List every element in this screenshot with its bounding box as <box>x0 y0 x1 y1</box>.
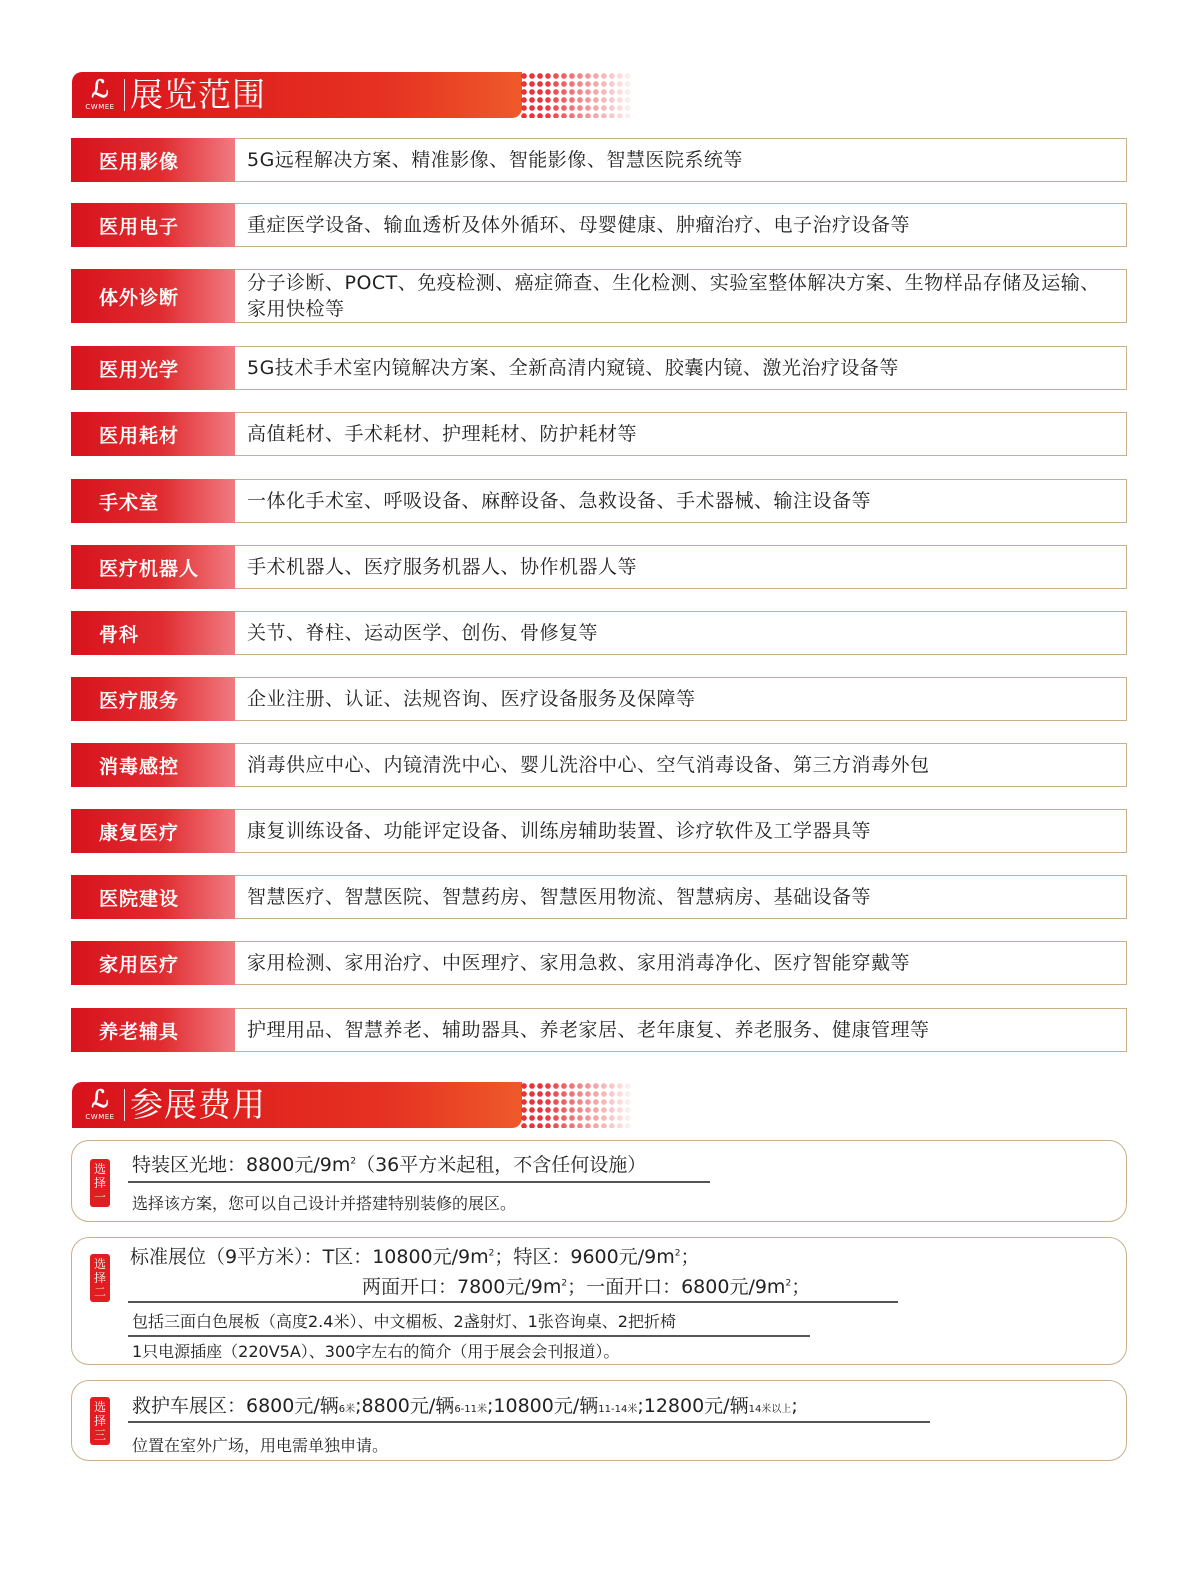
scope-row-category: 医用光学 <box>71 346 235 390</box>
scope-row-items: 康复训练设备、功能评定设备、训练房辅助装置、诊疗软件及工学器具等 <box>235 809 1127 853</box>
section-title: 参展费用 <box>130 1085 266 1124</box>
scope-row-items: 手术机器人、医疗服务机器人、协作机器人等 <box>235 545 1127 589</box>
scope-row-category: 医院建设 <box>71 875 235 919</box>
scope-row-items: 智慧医疗、智慧医院、智慧药房、智慧医用物流、智慧病房、基础设备等 <box>235 875 1127 919</box>
scope-row-category: 手术室 <box>71 479 235 523</box>
scope-row <box>71 138 1127 182</box>
scope-row-items: 护理用品、智慧养老、辅助器具、养老家居、老年康复、养老服务、健康管理等 <box>235 1008 1127 1052</box>
fee-option-2-price-line-2: 两面开口：7800元$/9m^2$；一面开口：6800元$/9m^2$； <box>362 1276 811 1298</box>
scope-row-category: 医用耗材 <box>71 412 235 456</box>
scope-row <box>71 269 1127 323</box>
fee-option-3-price: 救护车展区：6800元/辆6米;8800元/辆6-11米;10800元/辆11-14米;12800元/辆14米以上; <box>132 1395 798 1417</box>
scope-row-category: 骨科 <box>71 611 235 655</box>
scope-row-items: 5G技术手术室内镜解决方案、全新高清内窥镜、胶囊内镜、激光治疗设备等 <box>235 346 1127 390</box>
fee-option-1-note: 选择该方案，您可以自己设计并搭建特别装修的展区。 <box>132 1194 517 1213</box>
scope-row-category: 医用电子 <box>71 203 235 247</box>
scope-row-category: 医用影像 <box>71 138 235 182</box>
header-divider <box>124 79 125 111</box>
scope-row-items: 高值耗材、手术耗材、护理耗材、防护耗材等 <box>235 412 1127 456</box>
scope-row-items: 一体化手术室、呼吸设备、麻醉设备、急救设备、手术器械、输注设备等 <box>235 479 1127 523</box>
fee-option-3 <box>71 1380 1127 1461</box>
divider <box>128 1181 710 1183</box>
fee-section-header <box>72 1082 632 1128</box>
scope-row-category: 康复医疗 <box>71 809 235 853</box>
fee-option-2-includes-1: 包括三面白色展板（高度2.4米）、中文楣板、2盏射灯、1张咨询桌、2把折椅 <box>132 1312 676 1331</box>
header-dot-pattern <box>520 1082 632 1128</box>
cwmee-logo: ℒ CWMEE <box>85 74 115 111</box>
scope-row <box>71 412 1127 456</box>
fee-option-1 <box>71 1140 1127 1222</box>
header-divider <box>124 1089 125 1121</box>
section-title: 展览范围 <box>130 75 266 114</box>
scope-row-category: 医疗服务 <box>71 677 235 721</box>
scope-row <box>71 875 1127 919</box>
scope-row-items: 分子诊断、POCT、免疫检测、癌症筛查、生化检测、实验室整体解决方案、生物样品存储及运输、家用快检等 <box>235 269 1127 323</box>
scope-row <box>71 479 1127 523</box>
scope-row-category: 消毒感控 <box>71 743 235 787</box>
scope-row-items: 关节、脊柱、运动医学、创伤、骨修复等 <box>235 611 1127 655</box>
fee-option-1-price: 特装区光地：8800元$/9m^2(36$平方米起租，不含任何设施） <box>132 1154 647 1176</box>
scope-row-items: 家用检测、家用治疗、中医理疗、家用急救、家用消毒净化、医疗智能穿戴等 <box>235 941 1127 985</box>
fee-option-3-note: 位置在室外广场，用电需单独申请。 <box>132 1436 389 1455</box>
scope-row <box>71 611 1127 655</box>
scope-row-category: 养老辅具 <box>71 1008 235 1052</box>
option-badge: 选 择 一 <box>90 1159 110 1207</box>
scope-row <box>71 203 1127 247</box>
scope-row <box>71 809 1127 853</box>
fee-option-2-price-line-1: 标准展位（9平方米）：T区：10800元$/9m^2$；特区：9600元$/9m^2$； <box>130 1246 700 1268</box>
divider <box>128 1335 810 1337</box>
scope-row-items: 重症医学设备、输血透析及体外循环、母婴健康、肿瘤治疗、电子治疗设备等 <box>235 203 1127 247</box>
scope-row-items: 消毒供应中心、内镜清洗中心、婴儿洗浴中心、空气消毒设备、第三方消毒外包 <box>235 743 1127 787</box>
scope-row <box>71 677 1127 721</box>
divider <box>128 1301 898 1303</box>
scope-row-category: 体外诊断 <box>71 269 235 323</box>
scope-row-category: 家用医疗 <box>71 941 235 985</box>
scope-row <box>71 346 1127 390</box>
fee-option-2-includes-2: 1只电源插座（220V5A）、300字左右的简介（用于展会会刊报道）。 <box>132 1342 620 1361</box>
scope-row <box>71 743 1127 787</box>
scope-section-header <box>72 72 632 118</box>
scope-row-category: 医疗机器人 <box>71 545 235 589</box>
option-badge: 选 择 二 <box>90 1254 110 1302</box>
scope-row <box>71 1008 1127 1052</box>
scope-row-items: 企业注册、认证、法规咨询、医疗设备服务及保障等 <box>235 677 1127 721</box>
cwmee-logo: ℒ CWMEE <box>85 1084 115 1121</box>
scope-row <box>71 941 1127 985</box>
option-badge: 选 择 三 <box>90 1397 110 1445</box>
header-dot-pattern <box>520 72 632 118</box>
scope-row <box>71 545 1127 589</box>
scope-row-items: 5G远程解决方案、精准影像、智能影像、智慧医院系统等 <box>235 138 1127 182</box>
divider <box>128 1421 930 1423</box>
fee-option-2 <box>71 1237 1127 1365</box>
